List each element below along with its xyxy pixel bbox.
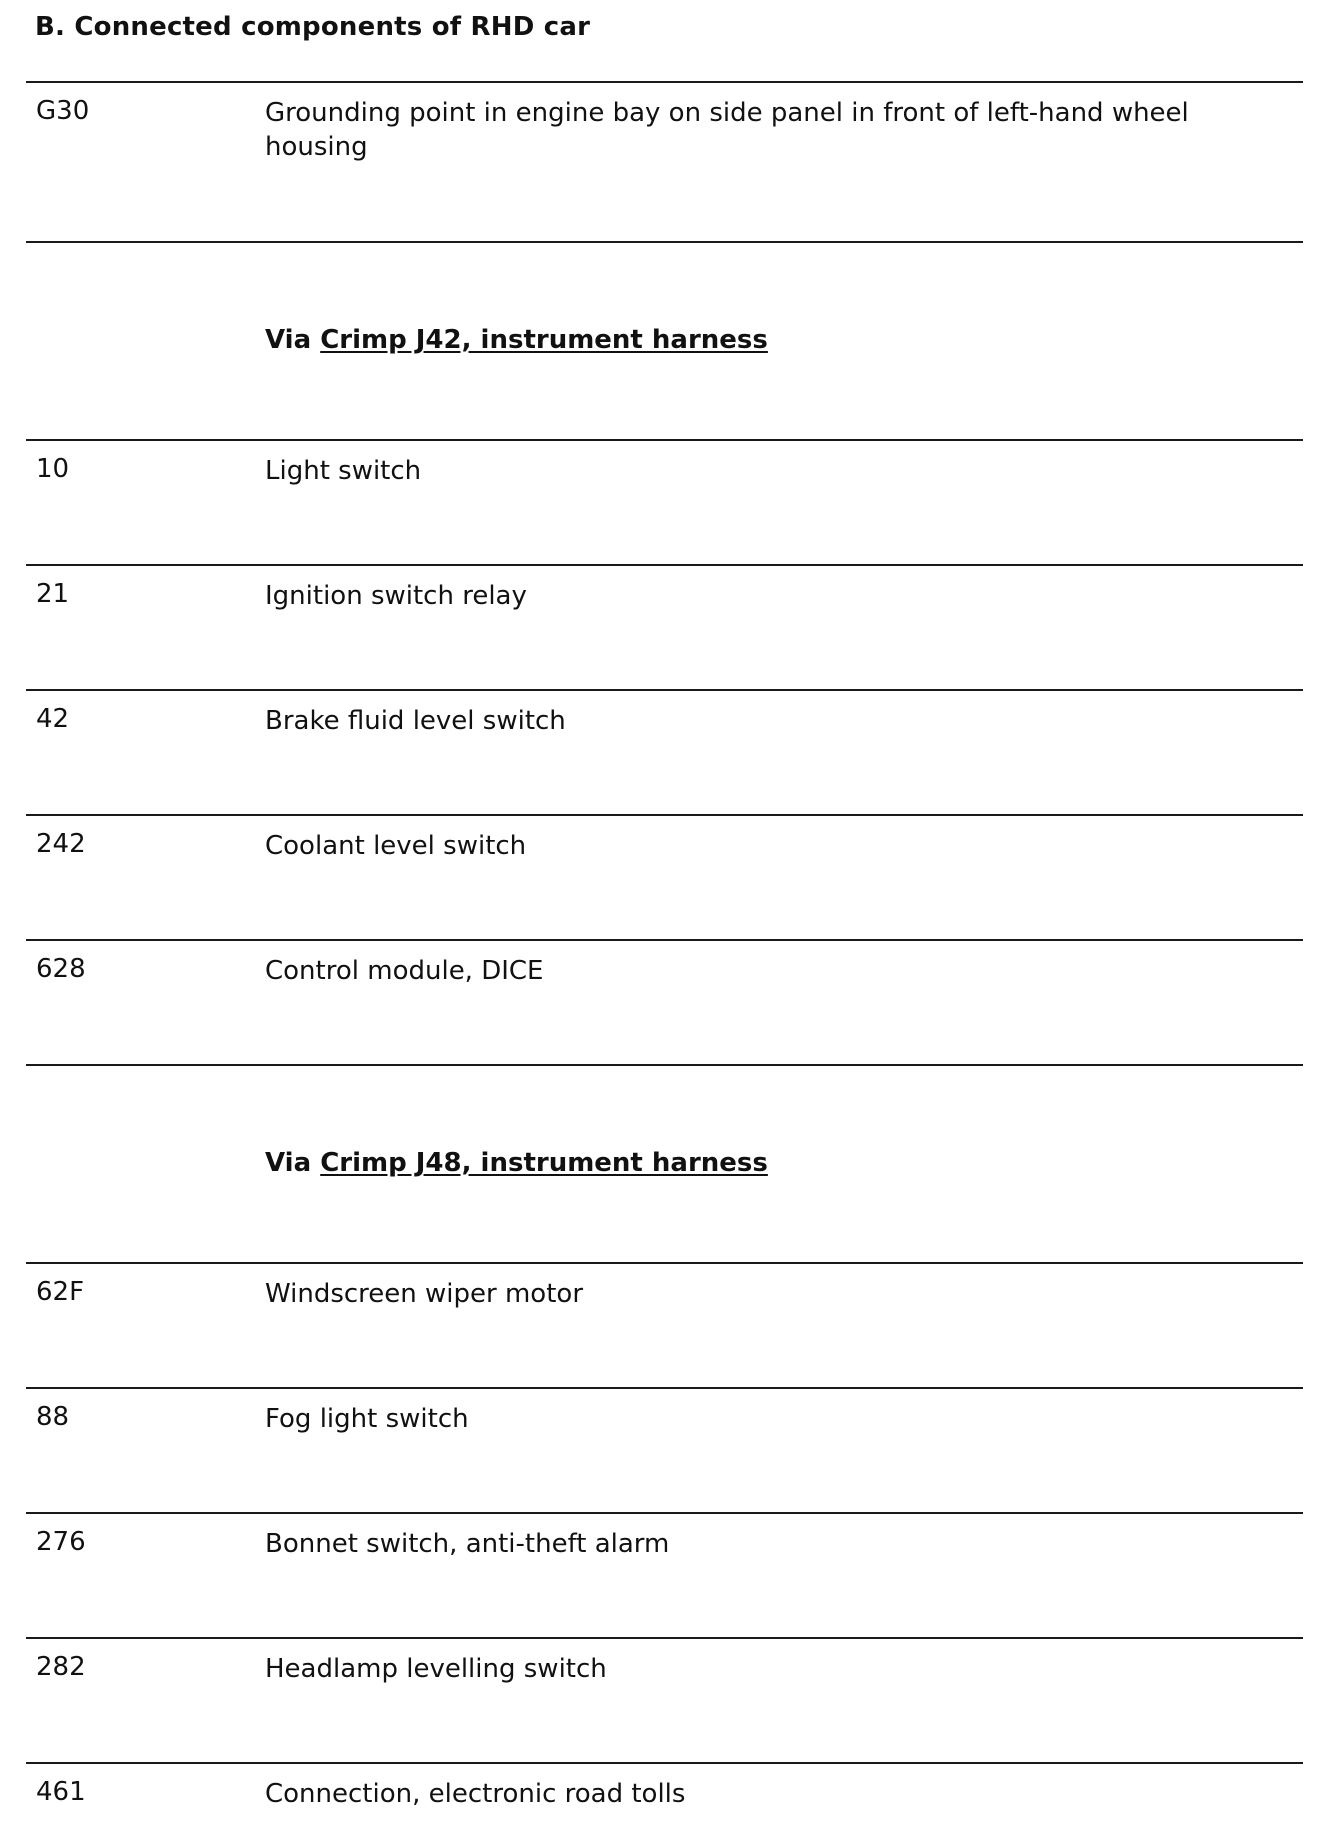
- component-code: 21: [36, 579, 70, 609]
- component-code: 276: [36, 1527, 86, 1557]
- component-description: Bonnet switch, anti-theft alarm: [265, 1529, 670, 1559]
- table-row: [26, 439, 1303, 564]
- component-code: 88: [36, 1402, 70, 1432]
- component-description: Windscreen wiper motor: [265, 1279, 584, 1309]
- component-code: 10: [36, 454, 70, 484]
- crimp-link[interactable]: Crimp J42, instrument harness: [320, 325, 768, 355]
- table-row: [26, 1387, 1303, 1512]
- table-row: [26, 1262, 1303, 1387]
- component-description: Coolant level switch: [265, 831, 527, 861]
- component-description: Brake fluid level switch: [265, 706, 566, 736]
- table-row: [26, 564, 1303, 689]
- table-row: [26, 814, 1303, 939]
- table-row: [26, 81, 1303, 241]
- component-description: Fog light switch: [265, 1404, 469, 1434]
- via-heading: [265, 325, 768, 355]
- component-code: 242: [36, 829, 86, 859]
- crimp-link[interactable]: Crimp J48, instrument harness: [320, 1148, 768, 1178]
- group-header-row: [26, 241, 1303, 439]
- via-heading: [265, 1148, 768, 1178]
- group-header-row: [26, 1064, 1303, 1262]
- table-row: [26, 939, 1303, 1064]
- component-code: G30: [36, 96, 90, 126]
- components-table: [26, 81, 1303, 1822]
- component-description: Connection, electronic road tolls: [265, 1779, 686, 1809]
- component-description: Ignition switch relay: [265, 581, 527, 611]
- via-prefix: Via: [265, 1148, 312, 1178]
- component-code: 42: [36, 704, 70, 734]
- table-row: [26, 689, 1303, 814]
- component-description: Headlamp levelling switch: [265, 1654, 607, 1684]
- component-code: 282: [36, 1652, 86, 1682]
- component-code: 62F: [36, 1277, 85, 1307]
- table-row: [26, 1512, 1303, 1637]
- via-prefix: Via: [265, 325, 312, 355]
- component-code: 461: [36, 1777, 86, 1807]
- component-description: Control module, DICE: [265, 956, 544, 986]
- table-row: [26, 1762, 1303, 1822]
- component-code: 628: [36, 954, 86, 984]
- component-description: Light switch: [265, 456, 422, 486]
- page-title: B. Connected components of RHD car: [35, 12, 591, 42]
- table-row: [26, 1637, 1303, 1762]
- component-description: Grounding point in engine bay on side panel in front of left-hand wheel housing: [265, 98, 1189, 162]
